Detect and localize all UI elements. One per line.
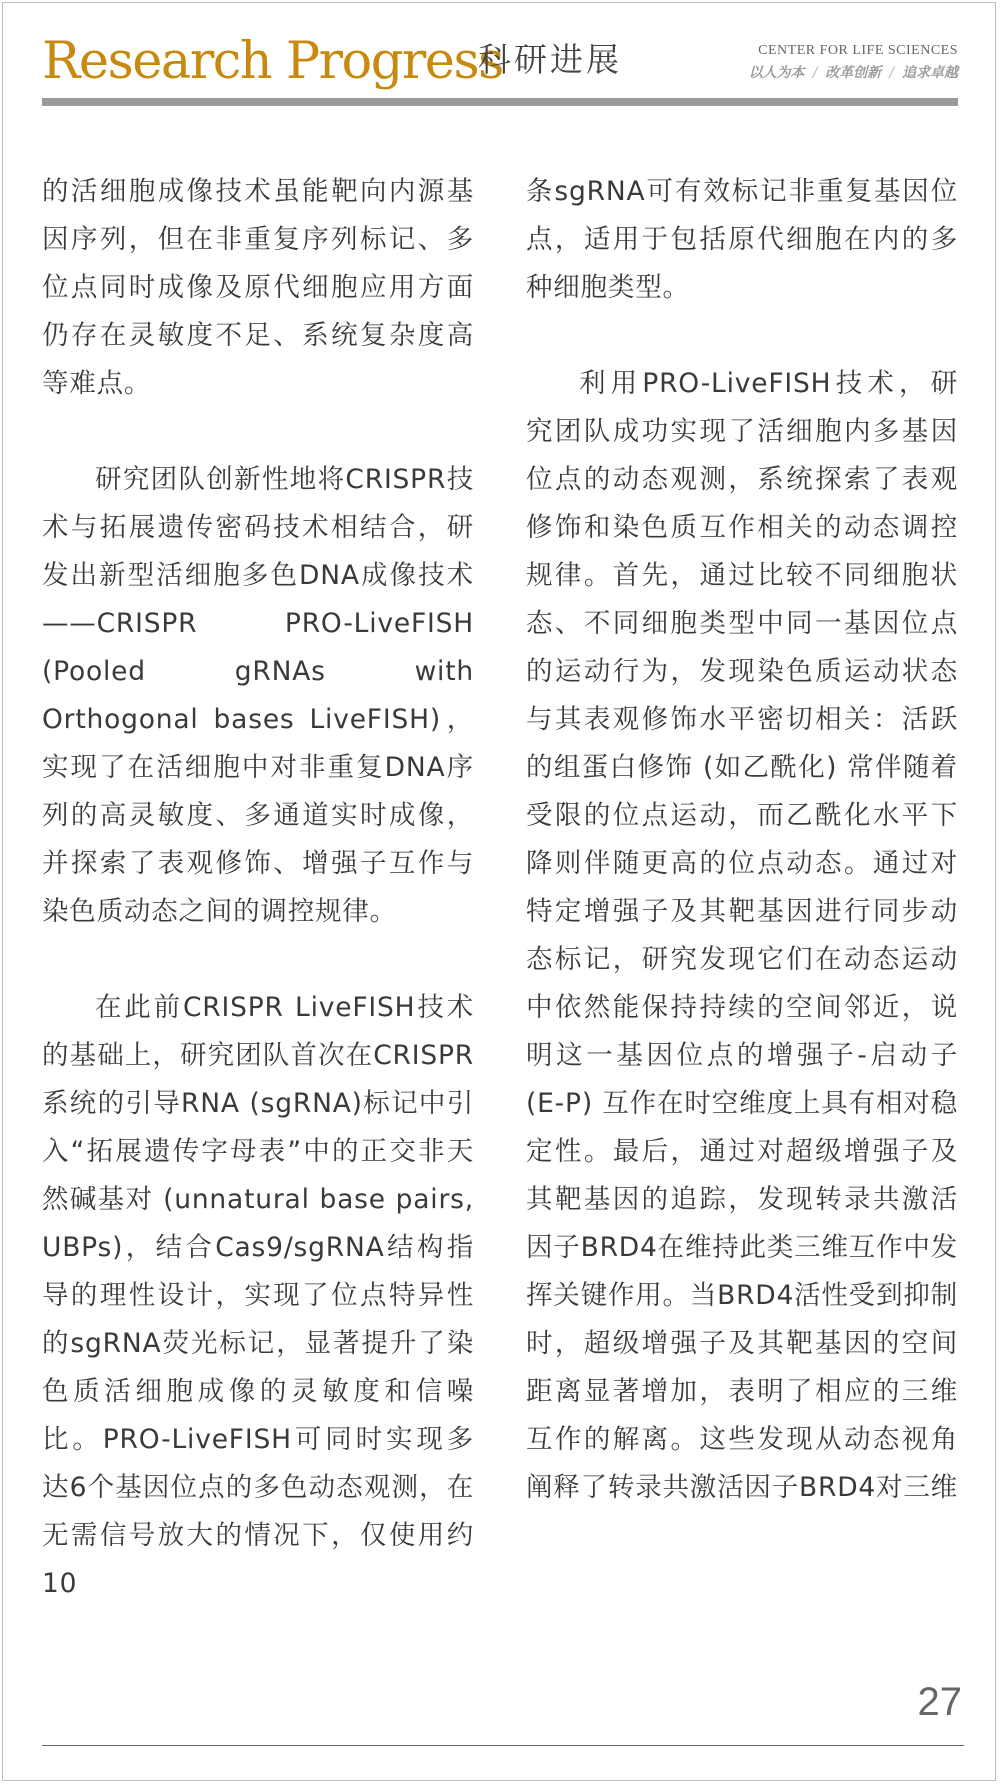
right-column [526,168,958,1560]
paragraph: 条sgRNA可有效标记非重复基因位点，适用于包括原代细胞在内的多种细胞类型。 [526,176,958,303]
paragraph: 在此前CRISPR LiveFISH技术的基础上，研究团队首次在CRISPR系统的引导RNA (sgRNA)标记中引入“拓展遗传字母表”中的正交非天然碱基对 (unnatural base pairs, UBPs)，结合Cas9/sgRNA结构指导的理性设计，实现了位点特异性的sgRNA荧光标记，显著提升了染色质活细胞成像的灵敏度和信噪比。PRO-LiveFISH可同时实现多达6个基因位点的多色动态观测，在无需信号放大的情况下，仅使用约10 [42,992,474,1599]
footer-rule [42,1745,964,1746]
paragraph: 利用PRO-LiveFISH技术，研究团队成功实现了活细胞内多基因位点的动态观测，系统探索了表观修饰和染色质互作相关的动态调控规律。首先，通过比较不同细胞状态、不同细胞类型中同一基因位点的运动行为，发现染色质运动状态与其表观修饰水平密切相关：活跃的组蛋白修饰 (如乙酰化) 常伴随着受限的位点运动，而乙酰化水平下降则伴随更高的位点动态。通过对特定增强子及其靶基因进行同步动态标记，研究发现它们在动态运动中依然能保持持续的空间邻近，说明这一基因位点的增强子-启动子 (E-P) 互作在时空维度上具有相对稳定性。最后，通过对超级增强子及其靶基因的追踪，发现转录共激活因子BRD4在维持此类三维互作中发挥关键作用。当BRD4活性受到抑制时，超级增强子及其靶基因的空间距离显著增加，表明了相应的三维互作的解离。这些发现从动态视角阐释了转录共激活因子BRD4对三维 [526,368,958,1503]
motto-line [749,62,958,82]
section-title-chinese: 科研进展 [478,40,622,79]
motto-1: 以人为本 [748,65,805,81]
page-header [42,28,958,98]
paragraph: 研究团队创新性地将CRISPR技术与拓展遗传密码技术相结合，研发出新型活细胞多色DNA成像技术——CRISPR PRO-LiveFISH (Pooled gRNAs with Orthogonal bases LiveFISH)，实现了在活细胞中对非重复DNA序列的高灵敏度、多通道实时成像，并探索了表观修饰、增强子互作与染色质动态之间的调控规律。 [42,464,474,927]
left-column [42,168,474,1656]
motto-2: 改革创新 [825,65,882,81]
motto-3: 追求卓越 [902,65,958,81]
motto-separator: / [812,65,818,81]
motto-separator: / [889,65,894,81]
header-rule [42,98,958,106]
paragraph: 的活细胞成像技术虽能靶向内源基因序列，但在非重复序列标记、多位点同时成像及原代细胞应用方面仍存在灵敏度不足、系统复杂度高等难点。 [42,176,474,399]
page-number: 27 [917,1680,962,1724]
center-name: CENTER FOR LIFE SCIENCES [758,43,958,58]
section-title-english: Research Progress [42,32,503,91]
